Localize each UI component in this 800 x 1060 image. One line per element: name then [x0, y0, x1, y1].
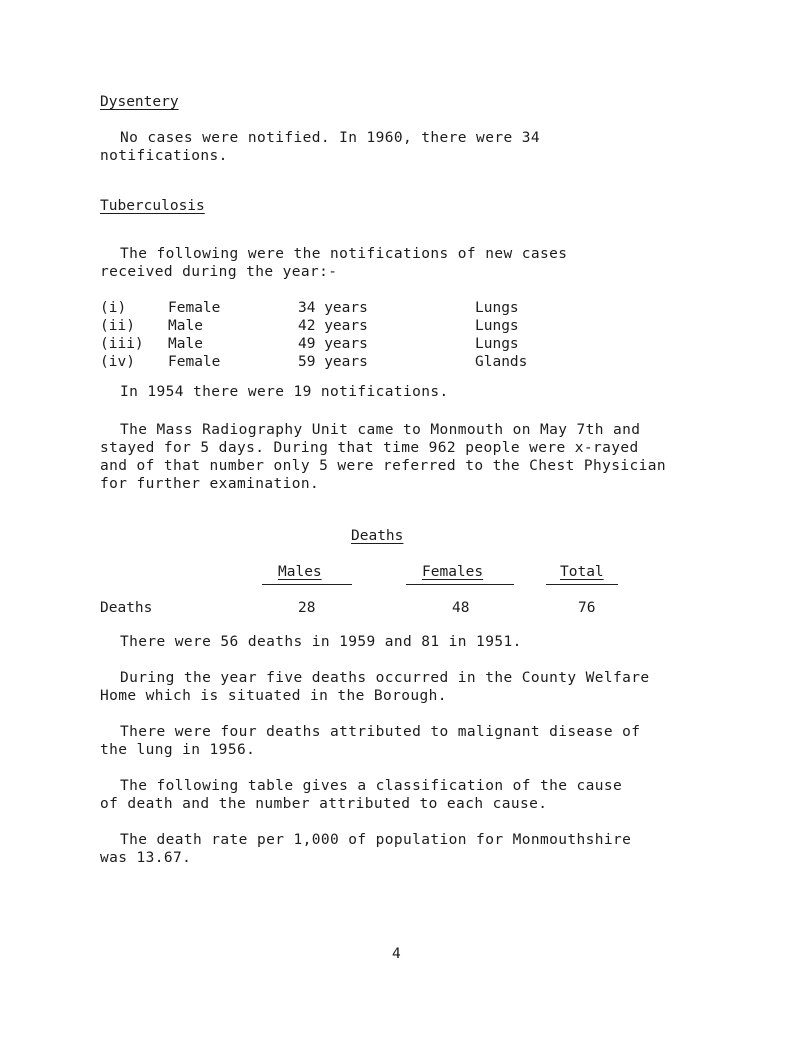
deaths-row-label: Deaths	[100, 600, 153, 616]
deaths-males-value: 28	[298, 600, 316, 616]
deaths-females-value: 48	[452, 600, 470, 616]
case-site: Lungs	[475, 300, 519, 316]
welfare-home-line-1: During the year five deaths occurred in the County Welfare	[120, 670, 650, 686]
case-number: (i)	[100, 300, 127, 316]
deaths-heading: Deaths	[351, 528, 404, 544]
case-sex: Female	[168, 300, 221, 316]
case-number: (iii)	[100, 336, 144, 352]
death-rate-line-2: was 13.67.	[100, 850, 192, 866]
case-site: Lungs	[475, 318, 519, 334]
malignant-line-2: the lung in 1956.	[100, 742, 256, 758]
tb-intro-line-2: received during the year:-	[100, 264, 338, 280]
mass-radiography-line-2: stayed for 5 days. During that time 962 people were x-rayed	[100, 440, 639, 456]
classification-line-1: The following table gives a classification of the cause	[120, 778, 623, 794]
malignant-line-1: There were four deaths attributed to malignant disease of	[120, 724, 641, 740]
case-sex: Male	[168, 336, 203, 352]
mass-radiography-line-4: for further examination.	[100, 476, 320, 492]
dysentery-heading: Dysentery	[100, 94, 179, 110]
deaths-comparison-text: There were 56 deaths in 1959 and 81 in 1951.	[120, 634, 522, 650]
mass-radiography-line-1: The Mass Radiography Unit came to Monmouth on May 7th and	[120, 422, 641, 438]
col-header-females: Females	[422, 564, 484, 580]
tuberculosis-heading: Tuberculosis	[100, 198, 205, 214]
case-site: Lungs	[475, 336, 519, 352]
dysentery-text-line-2: notifications.	[100, 148, 228, 164]
tb-1954-note: In 1954 there were 19 notifications.	[120, 384, 449, 400]
welfare-home-line-2: Home which is situated in the Borough.	[100, 688, 447, 704]
death-rate-line-1: The death rate per 1,000 of population for Monmouthshire	[120, 832, 632, 848]
deaths-total-value: 76	[578, 600, 596, 616]
case-site: Glands	[475, 354, 528, 370]
case-age: 34 years	[298, 300, 368, 316]
total-underline-rule	[546, 584, 618, 585]
case-sex: Female	[168, 354, 221, 370]
case-age: 59 years	[298, 354, 368, 370]
case-number: (ii)	[100, 318, 135, 334]
case-number: (iv)	[100, 354, 135, 370]
mass-radiography-line-3: and of that number only 5 were referred to the Chest Physician	[100, 458, 667, 474]
females-underline-rule	[406, 584, 514, 585]
dysentery-text-line-1: No cases were notified. In 1960, there were 34	[120, 130, 540, 146]
case-age: 42 years	[298, 318, 368, 334]
males-underline-rule	[262, 584, 352, 585]
tb-intro-line-1: The following were the notifications of new cases	[120, 246, 568, 262]
page-number: 4	[392, 946, 401, 962]
case-age: 49 years	[298, 336, 368, 352]
col-header-males: Males	[278, 564, 322, 580]
case-sex: Male	[168, 318, 203, 334]
classification-line-2: of death and the number attributed to each cause.	[100, 796, 548, 812]
col-header-total: Total	[560, 564, 604, 580]
